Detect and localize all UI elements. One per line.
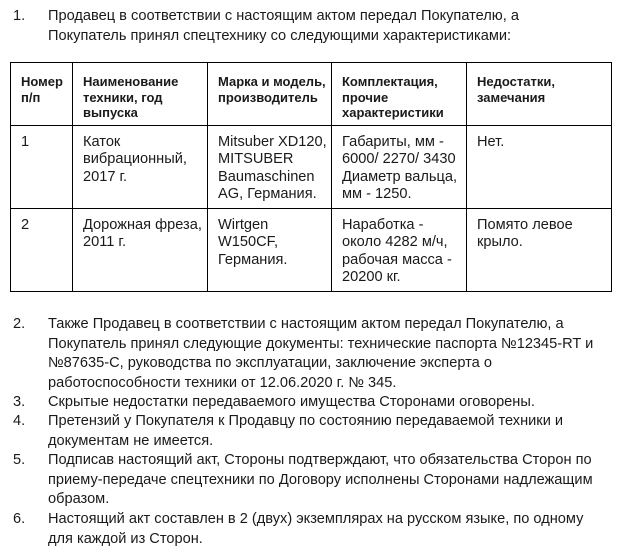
text-line: Покупатель принял спецтехнику со следующими характеристиками: <box>48 27 512 44</box>
item-text <box>48 510 583 549</box>
table-cell: Каток вибрационный, 2017 г. <box>73 125 208 208</box>
item-text <box>48 7 519 46</box>
text-line: №87635-С, руководства по эксплуатации, заключение эксперта о <box>48 355 492 372</box>
text-line: образом. <box>48 491 110 508</box>
table-cell: 2 <box>11 208 73 291</box>
item-number: 5. <box>13 452 26 468</box>
item-number: 6. <box>13 511 26 527</box>
text-line: приему-передаче спецтехники по Договору исполнены Сторонами надлежащим <box>48 471 593 488</box>
item-text <box>48 393 535 413</box>
table-cell: Дорожная фреза, 2011 г. <box>73 208 208 291</box>
item-text <box>48 315 593 393</box>
table-cell: Wirtgen W150CF, Германия. <box>208 208 332 291</box>
header-cell-defects: Недостатки, замечания <box>467 63 612 126</box>
header-cell-equipment: Комплектация, прочие характеристики <box>332 63 467 126</box>
equipment-table <box>10 62 612 292</box>
text-line: Продавец в соответствии с настоящим актом передал Покупателю, а <box>48 8 519 24</box>
text-line: Претензий у Покупателя к Продавцу по состоянию передаваемой техники и <box>48 413 564 429</box>
table-cell: Помято левое крыло. <box>467 208 612 291</box>
text-line: Скрытые недостатки передаваемого имущества Сторонами оговорены. <box>48 394 535 410</box>
header-cell-name: Наименование техники, год выпуска <box>73 63 208 126</box>
table-cell: 1 <box>11 125 73 208</box>
text-line: Подписав настоящий акт, Стороны подтверждают, что обязательства Сторон по <box>48 452 592 468</box>
table-cell: Наработка - около 4282 м/ч, рабочая масса - 20200 кг. <box>332 208 467 291</box>
item-number: 2. <box>13 316 26 332</box>
item-text <box>48 451 593 510</box>
text-line: для каждой из Сторон. <box>48 530 203 547</box>
header-cell-number: Номер п/п <box>11 63 73 126</box>
table-row <box>11 125 612 208</box>
table-row <box>11 208 612 291</box>
table-cell: Нет. <box>467 125 612 208</box>
header-cell-model: Марка и модель, производитель <box>208 63 332 126</box>
table-header-row <box>11 63 612 126</box>
text-line: Настоящий акт составлен в 2 (двух) экземплярах на русском языке, по одному <box>48 511 584 527</box>
item-number: 1. <box>13 8 26 24</box>
table-cell: Mitsuber XD120, MITSUBER Baumaschinen AG, Германия. <box>208 125 332 208</box>
text-line: документам не имеется. <box>48 432 214 449</box>
item-number: 4. <box>13 413 26 429</box>
text-line: работоспособности техники от 12.06.2020 г. № 345. <box>48 374 397 391</box>
item-number: 3. <box>13 394 26 410</box>
table-cell: Габариты, мм - 6000/ 2270/ 3430 Диаметр вальца, мм - 1250. <box>332 125 467 208</box>
text-line: Покупатель принял следующие документы: технические паспорта №12345-RT и <box>48 335 594 352</box>
text-line: Также Продавец в соответствии с настоящим актом передал Покупателю, а <box>48 316 564 332</box>
item-text <box>48 412 563 451</box>
